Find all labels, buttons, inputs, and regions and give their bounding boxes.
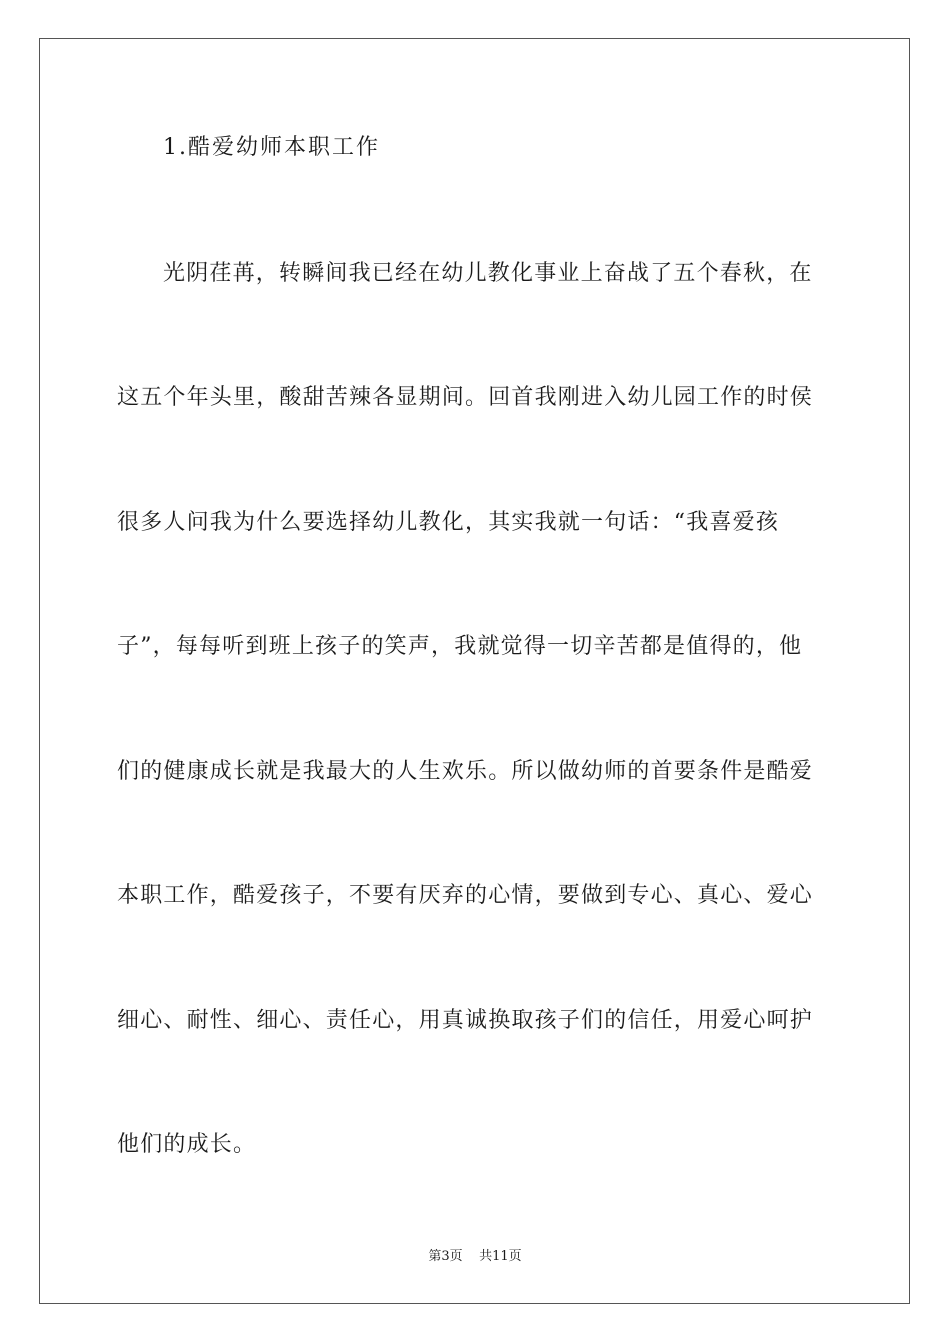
paragraph-line-6: 本职工作，酷爱孩子，不要有厌弃的心情，要做到专心、真心、爱心: [117, 883, 814, 908]
paragraph-line-1: 光阴荏苒，转瞬间我已经在幼儿教化事业上奋战了五个春秋，在: [163, 261, 813, 286]
paragraph-line-4: 子”，每每听到班上孩子的笑声，我就觉得一切辛苦都是值得的，他: [117, 634, 803, 659]
paragraph-line-8: 他们的成长。: [117, 1132, 257, 1157]
page-number-footer: 第3页 共11页: [428, 1249, 522, 1264]
paragraph-line-2: 这五个年头里，酸甜苦辣各显期间。回首我刚进入幼儿园工作的时侯: [117, 385, 814, 410]
paragraph-line-3: 很多人问我为什么要选择幼儿教化，其实我就一句话：“我喜爱孩: [117, 510, 780, 535]
paragraph-line-7: 细心、耐性、细心、责任心，用真诚换取孩子们的信任，用爱心呵护: [117, 1008, 814, 1033]
page-border: [39, 38, 910, 1304]
paragraph-line-5: 们的健康成长就是我最大的人生欢乐。所以做幼师的首要条件是酷爱: [117, 759, 814, 784]
section-heading: 1.酷爱幼师本职工作: [163, 135, 380, 160]
